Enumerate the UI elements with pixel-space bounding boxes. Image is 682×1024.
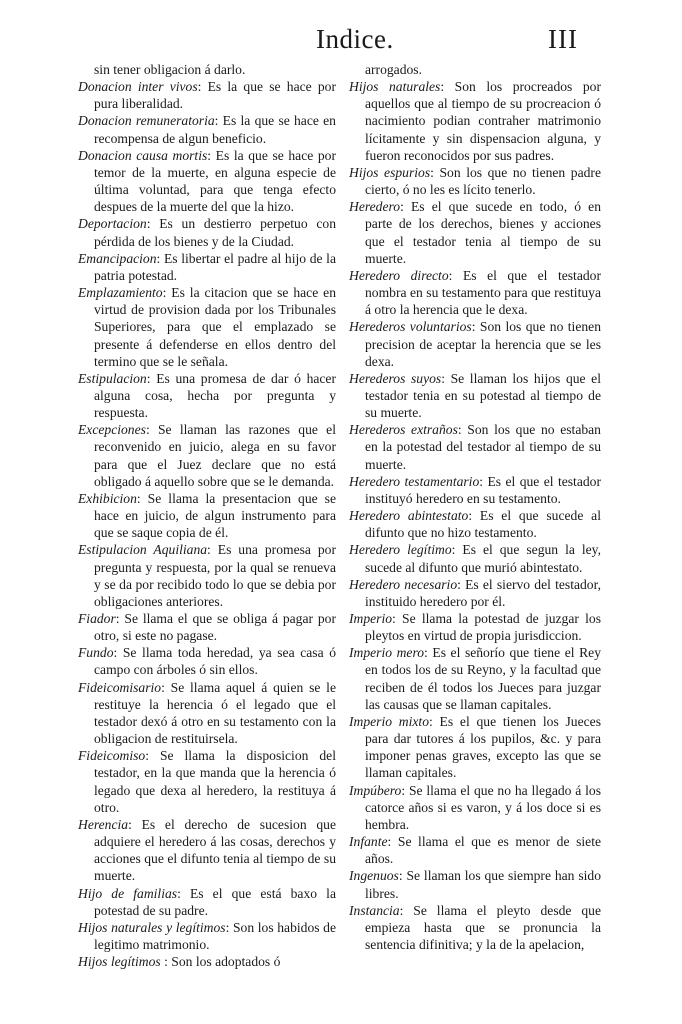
glossary-entry [78, 370, 336, 421]
entry-definition: : Se llama aquel á quien se le restituye la herencia ó el legado que el testador dexó á otro en su testamento con la obligacion de restituirsela. [94, 679, 336, 747]
entry-term: Excepciones [78, 422, 146, 438]
entry-definition: : Se llama el que se obliga á pagar por otro, si este no pagase. [94, 611, 336, 644]
entry-definition: : Es la citacion que se hace en virtud de provision dada por los Tribunales Superiores, para que el emplazado se presente á defenderse en ellos dentro del termino que se le señala. [94, 285, 336, 369]
glossary-entry [349, 267, 601, 318]
glossary-entry [78, 490, 336, 541]
entry-definition: : Son los que no tienen padre cierto, ó no les es lícito tenerlo. [365, 164, 601, 198]
glossary-entry [349, 833, 601, 867]
glossary-entry [349, 541, 601, 575]
entry-term: Imperio mixto [349, 713, 430, 729]
glossary-entry [349, 421, 601, 472]
entry-definition: : Es el siervo del testador, instituido heredero por él. [365, 576, 601, 609]
glossary-entry [349, 507, 601, 541]
entry-definition: : Es el que el testador instituyó heredero en su testamento. [365, 473, 601, 506]
entry-term: Hijos legítimos [78, 954, 161, 970]
entry-term: Emplazamiento [78, 285, 163, 301]
entry-term: Estipulacion Aquiliana [78, 542, 208, 558]
glossary-entry [78, 679, 336, 748]
entry-definition: : Son los que no estaban en la potestad del testador al tiempo de su muerte. [365, 422, 601, 472]
entry-definition: : Es el que el testador nombra en su testamento para que restituya á otro la herencia que le dexa. [365, 267, 601, 318]
glossary-entry [349, 78, 601, 164]
glossary-entry [349, 610, 601, 644]
entry-term: Donacion inter vivos [78, 79, 198, 95]
glossary-entry [349, 902, 601, 953]
glossary-entry [78, 215, 336, 249]
entry-term: Fideicomisario [78, 679, 162, 695]
entry-definition: : Es el que sucede en todo, ó en parte de los derechos, bienes y acciones que el testador tenia al tiempo de su muerte. [365, 199, 601, 266]
entry-definition: : Son los habidos de legitimo matrimonio. [94, 919, 336, 952]
entry-definition: sin tener obligacion á darlo. [94, 62, 246, 77]
entry-definition: : Se llama la presentacion que se hace en juicio, de algun instrumento para que se saque copia de él. [94, 490, 336, 541]
page-number: III [548, 24, 578, 54]
entry-definition: : Son los procreados por aquellos que al tiempo de su procreacion ó nacimiento podian contraher matrimonio lícitamente y sin dispensacion alguna, y fueron reconocidos por sus padres. [365, 79, 601, 163]
glossary-entry [349, 782, 601, 833]
entry-term: Heredero testamentario [349, 473, 480, 489]
entry-term: Hijo de familias [78, 885, 178, 901]
left-column [78, 61, 336, 970]
entry-term: Exhibicion [78, 490, 137, 506]
page-title: Indice. [316, 24, 394, 54]
entry-definition: : Es el derecho de sucesion que adquiere el heredero á las cosas, derechos y acciones que el difunto tenia al tiempo de su muerte. [94, 816, 336, 884]
entry-definition: arrogados. [365, 62, 422, 77]
glossary-entry [349, 164, 601, 198]
entry-term: Heredero directo [349, 267, 449, 283]
entry-definition: : Es el señorío que tiene el Rey en todos los de su Reyno, y la facultad que reciben de él todos los Jueces para juzgar las causas que se llaman capitales. [365, 645, 601, 712]
entry-definition: : Es la que se hace por temor de la muerte, en alguna especie de última voluntad, para que tenga efecto despues de la muerte del que la hizo. [94, 147, 336, 215]
glossary-entry [349, 644, 601, 713]
entry-term: Hijos naturales y legítimos [78, 919, 226, 935]
right-column [349, 61, 601, 953]
entry-term: Herederos suyos [349, 370, 442, 386]
entry-definition: : Se llama el que es menor de siete años. [365, 834, 601, 867]
glossary-entry [349, 867, 601, 901]
entry-term: Instancia [349, 902, 400, 918]
glossary-entry [78, 610, 336, 644]
glossary-entry [78, 644, 336, 678]
glossary-entry [78, 112, 336, 146]
glossary-entry [78, 816, 336, 885]
glossary-entry [78, 78, 336, 112]
glossary-entry [78, 953, 336, 970]
entry-definition: : Se llama la disposicion del testador, en la que manda que la herencia ó legado que dexa al heredero, la restituya á otro. [94, 748, 336, 815]
glossary-entry [78, 919, 336, 953]
entry-term: Infante [349, 834, 388, 850]
entry-definition: : Son los adoptados ó [160, 954, 281, 970]
entry-term: Deportacion [78, 216, 147, 232]
glossary-entry [349, 473, 601, 507]
entry-definition: : Son los que no tienen precision de aceptar la herencia que se les dexa. [365, 319, 601, 369]
entry-definition: : Se llaman los que siempre han sido libres. [365, 868, 601, 901]
glossary-entry [349, 61, 601, 78]
entry-term: Imperio [349, 611, 393, 626]
entry-definition: : Se llama la potestad de juzgar los pleytos en virtud de propia jurisdiccion. [365, 611, 601, 644]
entry-definition: : Es una promesa de dar ó hacer alguna cosa, hecha por pregunta y respuesta. [94, 370, 336, 421]
entry-term: Herederos voluntarios [349, 319, 472, 335]
glossary-entry [78, 885, 336, 919]
entry-term: Ingenuos [349, 868, 399, 884]
entry-term: Herederos extraños [349, 422, 458, 438]
entry-term: Fiador [78, 611, 116, 626]
entry-definition: : Se llaman los hijos que el testador tenia en su potestad al tiempo de su muerte. [365, 370, 601, 421]
entry-term: Heredero [349, 199, 401, 215]
entry-definition: : Es el que segun la ley, sucede al difunto que murió abintestato. [365, 542, 601, 575]
glossary-entry [349, 198, 601, 267]
entry-definition: : Es la que se hace en recompensa de algun beneficio. [94, 113, 336, 146]
glossary-entry [78, 541, 336, 610]
entry-definition: : Se llama toda heredad, ya sea casa ó campo con árboles ó sin ellos. [94, 645, 336, 678]
running-head [0, 24, 682, 64]
glossary-entry [349, 318, 601, 369]
entry-term: Hijos naturales [349, 79, 441, 95]
glossary-entry [78, 250, 336, 284]
glossary-entry [349, 713, 601, 782]
entry-term: Herencia [78, 816, 129, 832]
entry-definition: : Es el que está baxo la potestad de su padre. [94, 885, 336, 918]
entry-term: Estipulacion [78, 370, 147, 386]
entry-term: Impúbero [349, 782, 402, 798]
entry-term: Heredero legítimo [349, 542, 452, 558]
glossary-entry [78, 147, 336, 216]
entry-definition: : Se llaman las razones que el reconvenido en juicio, alega en su favor para que el Juez declare que no está obligado á aquello sobre que se le demanda. [94, 422, 336, 489]
entry-term: Heredero necesario [349, 576, 458, 592]
entry-definition: : Es una promesa por pregunta y respuesta, por la qual se renueva y se da por recibido todo lo que se debia por obligaciones anteriores. [94, 542, 336, 609]
entry-definition: : Es un destierro perpetuo con pérdida de los bienes y de la Ciudad. [94, 216, 336, 249]
glossary-entry [78, 421, 336, 490]
glossary-entry [349, 370, 601, 421]
entry-term: Fundo [78, 645, 114, 661]
entry-definition: : Es el que tienen los Jueces para dar tutores á los pupilos, &c. y para imponer penas graves, excepto las que se llaman capitales. [365, 713, 601, 781]
glossary-entry [78, 61, 336, 78]
entry-term: Heredero abintestato [349, 508, 469, 524]
entry-definition: : Es el que sucede al difunto que no hizo testamento. [365, 508, 601, 541]
entry-term: Donacion remuneratoria [78, 113, 215, 129]
glossary-entry [78, 284, 336, 370]
entry-definition: : Es libertar el padre al hijo de la patria potestad. [94, 250, 336, 283]
entry-term: Donacion causa mortis [78, 147, 208, 163]
glossary-entry [349, 576, 601, 610]
entry-term: Imperio mero [349, 645, 425, 661]
entry-term: Hijos espurios [349, 164, 431, 180]
entry-definition: : Es la que se hace por pura liberalidad. [94, 79, 336, 112]
entry-term: Fideicomiso [78, 748, 146, 764]
entry-definition: : Se llama el pleyto desde que empieza hasta que se pronuncia la sentencia difinitiva; y la de la apelacion, [365, 902, 601, 952]
entry-term: Emancipacion [78, 250, 157, 266]
glossary-entry [78, 747, 336, 816]
entry-definition: : Se llama el que no ha llegado á los catorce años si es varon, y á los doce si es hembra. [365, 782, 601, 832]
